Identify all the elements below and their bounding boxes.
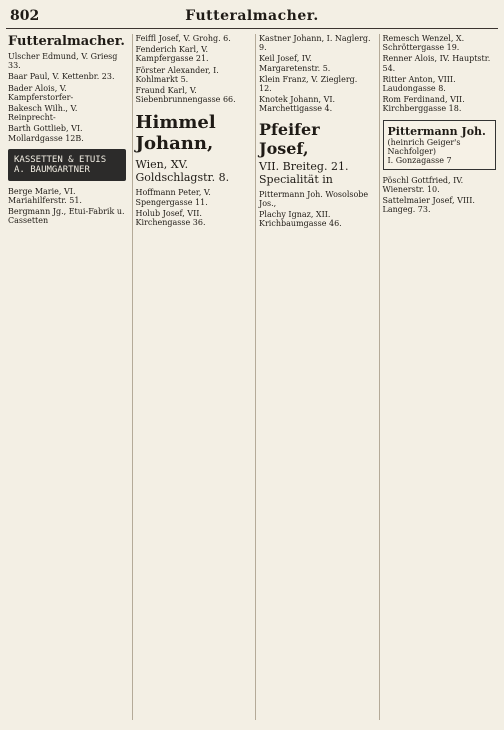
list-item: Renner Alois, IV. Hauptstr. 54. — [382, 54, 491, 73]
entry-list-3 — [259, 34, 373, 114]
list-item: Pittermann Joh. Wosolsobe Jos., — [259, 189, 369, 208]
list-item: Pöschl Gottfried, IV. Wienerstr. 10. — [382, 175, 464, 194]
entry-list-2b — [136, 188, 250, 227]
list-item: Berge Marie, VI. Mariahilferstr. 51. — [8, 186, 82, 205]
list-item: Kastner Johann, I. Naglerg. 9. — [259, 34, 371, 53]
columns — [8, 34, 496, 720]
entry-list-4 — [383, 34, 497, 114]
page — [6, 6, 498, 724]
framed-line: I. Gonzagasse 7 — [387, 155, 452, 165]
entry-list-2 — [136, 34, 250, 104]
list-item: Holub Josef, VII. Kirchengasse 36. — [135, 208, 206, 227]
list-item: Bergmann Jg., Etui-Fabrik u. Cassetten — [8, 207, 125, 226]
list-item: Ulscher Edmund, V. Griesg 33. — [8, 52, 118, 71]
list-item: Keil Josef, IV. Margaretenstr. 5. — [259, 54, 331, 73]
column-4 — [379, 34, 497, 720]
entry-list-1 — [8, 52, 126, 143]
framed-entry — [383, 120, 497, 170]
column-3 — [255, 34, 373, 720]
feature-subheading: VII. Breiteg. 21. Specialität in — [259, 159, 349, 186]
list-item: Ritter Anton, VIII. Laudongasse 8. — [382, 74, 456, 93]
list-item: Hoffmann Peter, V. Spengergasse 11. — [135, 188, 211, 207]
ad-box — [8, 149, 126, 181]
column-1 — [8, 34, 126, 720]
framed-title: Pittermann Joh. — [387, 124, 486, 138]
entry-list-1b — [8, 187, 126, 226]
list-item: Klein Franz, V. Zieglerg. 12. — [259, 74, 358, 93]
list-item: Sattelmaier Josef, VIII. Langeg. 73. — [382, 195, 475, 215]
column-2 — [132, 34, 250, 720]
ad-line: KASSETTEN & ETUIS — [14, 154, 107, 165]
list-item: Plachy Ignaz, XII. Krichbaumgasse 46. — [259, 209, 342, 229]
list-item: Fenderich Karl, V. Kampfergasse 21. — [135, 45, 209, 64]
feature-subheading: Wien, XV. Goldschlagstr. 8. — [135, 158, 230, 185]
page-header — [6, 6, 498, 29]
running-title: Futteralmacher. — [185, 8, 319, 24]
ad-line: A. BAUMGARTNER — [14, 164, 90, 175]
list-item: Bader Alois, V. Kampferstorfer- — [8, 83, 74, 102]
list-item: Baar Paul, V. Kettenbr. 23. — [8, 72, 115, 82]
list-item: Knotek Johann, VI. Marchettigasse 4. — [259, 95, 336, 114]
feature-heading: Himmel Johann, — [135, 112, 216, 155]
framed-line: (heinrich Geiger's Nachfolger) — [387, 137, 461, 156]
list-item: Bakesch Wilh., V. Reinprecht- — [8, 103, 78, 123]
column-heading: Futteralmacher. — [8, 34, 125, 49]
list-item: Förster Alexander, I. Kohlmarkt 5. — [135, 65, 219, 84]
entry-list-4b — [383, 176, 497, 215]
list-item: Feiffl Josef, V. Grohg. 6. — [135, 34, 231, 43]
entry-list-3b — [259, 190, 373, 229]
list-item: Barth Gottlieb, VI. Mollardgasse 12B. — [8, 124, 84, 143]
list-item: Rom Ferdinand, VII. Kirchberggasse 18. — [382, 95, 465, 114]
feature-heading: Pfeifer Josef, — [259, 119, 320, 158]
list-item: Fraund Karl, V. Siebenbrunnengasse 66. — [135, 85, 236, 105]
page-number: 802 — [10, 8, 40, 24]
list-item: Remesch Wenzel, X. Schröttergasse 19. — [382, 34, 465, 53]
